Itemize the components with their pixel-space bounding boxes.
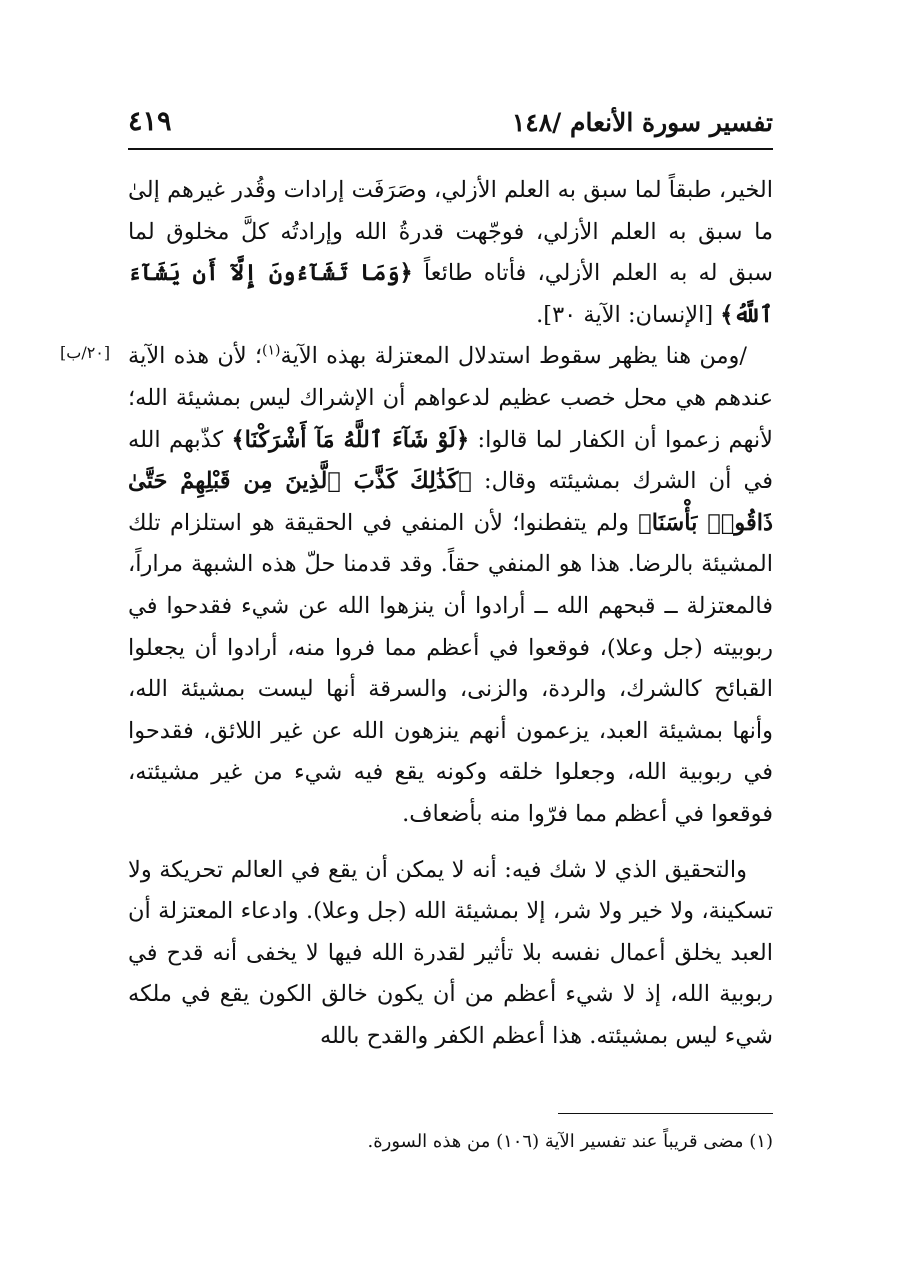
running-title: تفسير سورة الأنعام /١٤٨ bbox=[511, 108, 773, 137]
paragraph-1 bbox=[128, 170, 773, 336]
text-segment: كذّبهم الله في أن الشرك بمشيئته وقال: bbox=[128, 426, 773, 495]
margin-folio-note: [٢٠/ب] bbox=[60, 343, 111, 362]
text-segment: [الإنسان: الآية ٣٠]. bbox=[536, 301, 721, 328]
quran-quote: ﴿كَذَٰلِكَ كَذَّبَ ٱلَّذِينَ مِن قَبْلِهِمْ حَتَّىٰ ذَاقُوا۟ بَأْسَنَا﴾ bbox=[128, 468, 773, 536]
paragraph-2 bbox=[128, 336, 773, 835]
footnote: (١) مضى قريباً عند تفسير الآية (١٠٦) من هذه السورة. bbox=[367, 1131, 773, 1152]
footnote-rule bbox=[558, 1113, 773, 1114]
quran-quote: ﴿لَوْ شَآءَ ٱللَّهُ مَآ أَشْرَكْنَا﴾ bbox=[231, 426, 470, 453]
quran-quote: ﴿وَمَا تَشَآءُونَ إِلَّآ أَن يَشَآءَ ٱللَّهُ﴾ bbox=[128, 260, 773, 328]
text-segment: والتحقيق الذي لا شك فيه: أنه لا يمكن أن يقع في العالم تحريكة ولا تسكينة، ولا خير ولا شر، إلا بمشيئة الله (جل وعلا). وادعاء المعتزلة أن العبد يخلق أعمال نفسه بلا تأثير لقدرة الله فيها لا يخفى أنه قدح في ربوبية الله، إذ لا شيء أعظم من أن يكون خالق الكون يقع في ملكه شيء ليس بمشيئته. هذا أعظم الكفر والقدح بالله bbox=[128, 856, 773, 1049]
text-segment: الخير، طبقاً لما سبق به العلم الأزلي، وصَرَفَت إرادات وقُدر غيرهم إلىٰ ما سبق به العلم الأزلي، فوجّهت قدرةُ الله وإرادتُه كلَّ مخلوق لما سبق له به العلم الأزلي، فأتاه طائعاً bbox=[128, 177, 774, 287]
paragraph-3 bbox=[128, 850, 773, 1058]
header-rule bbox=[128, 148, 773, 150]
footnote-ref[interactable]: (١) bbox=[262, 342, 281, 359]
text-segment: ؛ لأن هذه الآية عندهم هي محل خصب عظيم لدعواهم أن الإشراك ليس بمشيئة الله؛ لأنهم زعموا أن الكفار لما قالوا: bbox=[128, 343, 773, 453]
page-header bbox=[128, 104, 773, 144]
text-segment: ولم يتفطنوا؛ لأن المنفي في الحقيقة هو استلزام تلك المشيئة بالرضا. هذا هو المنفي حقاً. وقد قدمنا حلّ هذه الشبهة مراراً، فالمعتزلة ــ قبحهم الله ــ أرادوا أن ينزهوا الله عن شيء فقدحوا في ربوبيته (جل وعلا)، فوقعوا في أعظم مما فروا منه، أرادوا أن يجعلوا القبائح كالشرك، والردة، والزنى، والسرقة أنها ليست بمشيئة الله، وأنها بمشيئة العبد، يزعمون أنهم ينزهون الله عن غير اللائق، فقدحوا في ربوبية الله، وجعلوا خلقه وكونه يقع فيه شيء من غير مشيئته، فوقعوا في أعظم مما فرّوا منه بأضعاف. bbox=[128, 509, 773, 827]
text-segment: /ومن هنا يظهر سقوط استدلال المعتزلة بهذه الآية bbox=[280, 343, 747, 370]
body-text bbox=[128, 170, 773, 1057]
page-number: ٤١٩ bbox=[128, 106, 172, 137]
